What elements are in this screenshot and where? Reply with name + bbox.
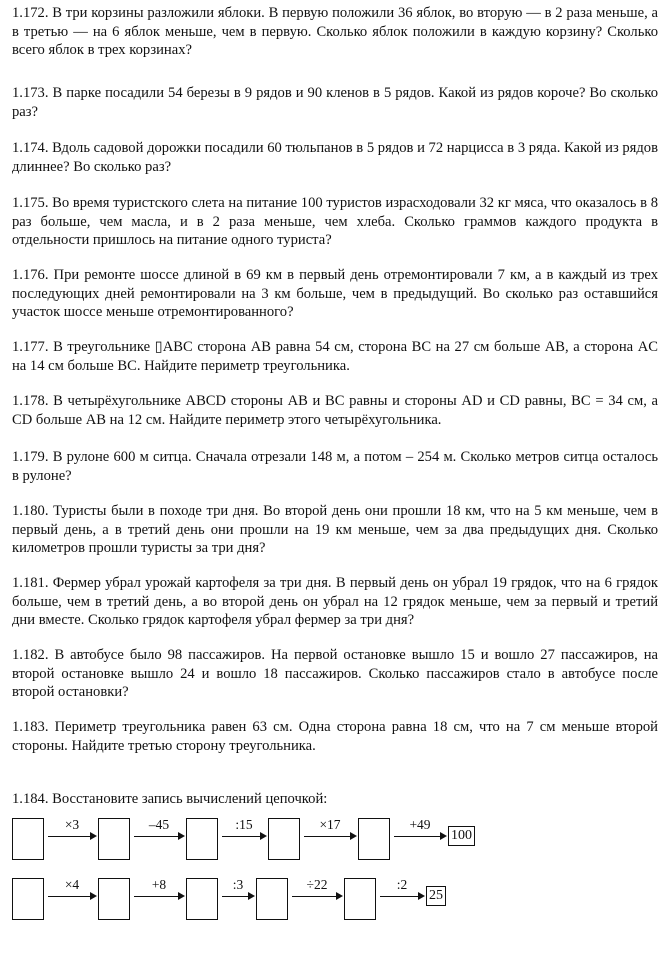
operation-label: :15 <box>235 817 253 832</box>
problem-text: В рулоне 600 м ситца. Сначала отрезали 148 м, а потом – 254 м. Сколько метров ситца осталось в рулоне? <box>12 449 659 484</box>
arrow-head-icon <box>260 832 267 840</box>
chain-box[interactable] <box>12 818 44 860</box>
problem-1177 <box>12 338 658 375</box>
problem-text: В автобусе было 98 пассажиров. На первой остановке вышло 15 и вошло 27 пассажиров, на второй остановке вышло 24 и вошло 18 пассажиров. Сколько пассажиров стало в автобусе после второй остановки? <box>12 647 658 700</box>
arrow-head-icon <box>90 832 97 840</box>
problem-text: При ремонте шоссе длиной в 69 км в первый день отремонтировали 7 км, а в каждый из трех последующих дней ремонтировали на 3 км больше, чем в предыдущий. Во сколько раз оставшийся участок шоссе меньше отремонтированного? <box>12 267 658 320</box>
chain-box[interactable] <box>98 818 130 860</box>
problem-number: 1.181. <box>12 575 49 591</box>
chain-box[interactable] <box>358 818 390 860</box>
problem-text: В три корзины разложили яблоки. В первую положили 36 яблок, во вторую — в 2 раза меньше, а в третью — на 6 яблок меньше, чем в первую. Сколько яблок положили в каждую корзину? Сколько всего яблок в трех корзинах? <box>12 5 658 58</box>
problem-number: 1.179. <box>12 449 49 465</box>
problem-1181 <box>12 574 658 630</box>
chain-result: 25 <box>426 886 446 906</box>
arrow-head-icon <box>418 892 425 900</box>
arrow-line <box>394 836 442 837</box>
operation-label: –45 <box>148 817 170 832</box>
chain-operation <box>46 818 98 840</box>
operation-label: +49 <box>409 817 431 832</box>
arrow-line <box>134 896 180 897</box>
arrow-head-icon <box>336 892 343 900</box>
arrow-line <box>48 836 92 837</box>
problem-text: Периметр треугольника равен 63 см. Одна сторона равна 18 см, что на 7 см меньше второй стороны. Найдите третью сторону треугольника. <box>12 719 658 754</box>
chain-operation <box>46 878 98 900</box>
problem-text: Фермер убрал урожай картофеля за три дня. В первый день он убрал 19 грядок, что на 6 грядок больше, чем в третий день, а во второй день он убрал на 12 грядок меньше, чем за первый и третий дни вместе. Сколько грядок картофеля убрал фермер за три дня? <box>12 575 658 628</box>
arrow-line <box>380 896 420 897</box>
arrow-head-icon <box>90 892 97 900</box>
chain-operation <box>302 818 358 840</box>
arrow-head-icon <box>248 892 255 900</box>
operation-label: ÷22 <box>306 877 328 892</box>
chain-operation <box>132 818 186 840</box>
problem-1173 <box>12 84 658 121</box>
operation-label: ×3 <box>64 817 80 832</box>
arrow-line <box>222 896 250 897</box>
problem-text: Вдоль садовой дорожки посадили 60 тюльпанов в 5 рядов и 72 нарцисса в 3 ряда. Какой из рядов длиннее? Во сколько раз? <box>12 140 658 175</box>
arrow-line <box>48 896 92 897</box>
arrow-line <box>222 836 262 837</box>
problem-1174 <box>12 139 658 176</box>
operation-label: :3 <box>232 877 244 892</box>
problem-number: 1.184. <box>12 791 49 807</box>
chain-operation <box>132 878 186 900</box>
problem-text: В парке посадили 54 березы в 9 рядов и 90 кленов в 5 рядов. Какой из рядов короче? Во сколько раз? <box>12 85 658 120</box>
chain-box[interactable] <box>344 878 376 920</box>
problem-number: 1.172. <box>12 5 49 21</box>
problem-number: 1.182. <box>12 647 49 663</box>
chain-box[interactable] <box>186 818 218 860</box>
problem-1183 <box>12 718 658 755</box>
arrow-head-icon <box>440 832 447 840</box>
chain-box[interactable] <box>186 878 218 920</box>
problem-text: Во время туристского слета на питание 100 туристов израсходовали 32 кг мяса, что оказалось в 8 раз больше, чем масла, и в 2 раза меньше, чем хлеба. Сколько граммов каждого продукта в отдельности пришлось на питание одного туриста? <box>12 195 658 248</box>
problem-1182 <box>12 646 658 702</box>
arrow-line <box>304 836 352 837</box>
chain-box[interactable] <box>268 818 300 860</box>
problem-1176 <box>12 266 658 322</box>
problem-number: 1.178. <box>12 393 49 409</box>
problem-number: 1.176. <box>12 267 49 283</box>
chain-result: 100 <box>448 826 475 846</box>
problem-number: 1.180. <box>12 503 49 519</box>
problem-1172 <box>12 4 658 60</box>
operation-label: +8 <box>151 877 167 892</box>
chain-box[interactable] <box>12 878 44 920</box>
problem-text: В треугольнике ▯ABC сторона AB равна 54 см, сторона BC на 27 см больше AB, а сторона AC на 14 см больше BC. Найдите периметр треугольника. <box>12 339 658 374</box>
problem-number: 1.174. <box>12 140 49 156</box>
problem-1175 <box>12 194 658 250</box>
problem-number: 1.173. <box>12 85 49 101</box>
calc-chain-1 <box>12 818 652 868</box>
operation-label: ×17 <box>319 817 341 832</box>
chain-operation <box>378 878 426 900</box>
problem-number: 1.177. <box>12 339 49 355</box>
chain-box[interactable] <box>256 878 288 920</box>
operation-label: ×4 <box>64 877 80 892</box>
chain-operation <box>290 878 344 900</box>
chain-operation <box>392 818 448 840</box>
problem-number: 1.183. <box>12 719 49 735</box>
problem-text: В четырёхугольнике ABCD стороны AB и BC равны и стороны AD и CD равны, BC = 34 см, а CD больше AB на 12 см. Найдите периметр этого четырёхугольника. <box>12 393 658 428</box>
arrow-head-icon <box>178 832 185 840</box>
arrow-line <box>134 836 180 837</box>
problem-1179 <box>12 448 658 485</box>
arrow-line <box>292 896 338 897</box>
problem-text: Восстановите запись вычислений цепочкой: <box>52 791 328 807</box>
chain-operation <box>220 818 268 840</box>
problem-1184 <box>12 790 327 808</box>
arrow-head-icon <box>350 832 357 840</box>
chain-box[interactable] <box>98 878 130 920</box>
calc-chain-2 <box>12 878 652 928</box>
operation-label: :2 <box>396 877 408 892</box>
chain-operation <box>220 878 256 900</box>
arrow-head-icon <box>178 892 185 900</box>
problem-text: Туристы были в походе три дня. Во второй день они прошли 18 км, что на 5 км меньше, чем в первый день, а в третий день они прошли на 19 км меньше, чем за два предыдущих дня. Сколько километров прошли туристы за три дня? <box>12 503 658 556</box>
problem-number: 1.175. <box>12 195 49 211</box>
problem-1178 <box>12 392 658 429</box>
problem-1180 <box>12 502 658 558</box>
